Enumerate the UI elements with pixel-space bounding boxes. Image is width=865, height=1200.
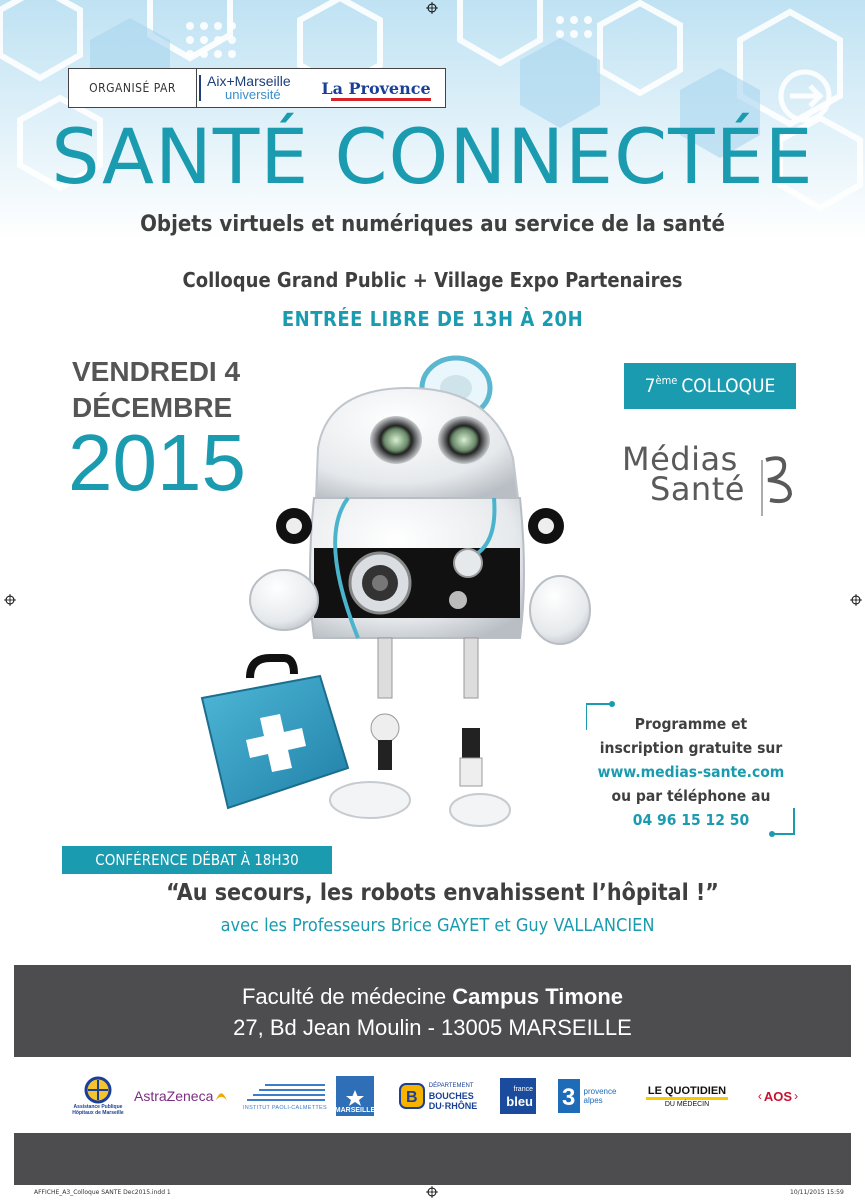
- amu-logo-line2: université: [225, 87, 281, 102]
- medias-sante-line2: Santé: [650, 470, 745, 508]
- website-link[interactable]: www.medias-sante.com: [597, 763, 785, 781]
- france-bleu-line-2: bleu: [506, 1094, 533, 1109]
- aphm-line-1: Assistance Publique: [73, 1104, 123, 1110]
- venue-campus: Campus Timone: [452, 984, 624, 1009]
- robot-illustration: [198, 348, 618, 838]
- svg-text:B: B: [405, 1089, 418, 1106]
- date-day: VENDREDI 4: [72, 356, 241, 387]
- info-line-4: ou par téléphone au: [611, 787, 771, 805]
- ipc-text: INSTITUT PAOLI-CALMETTES: [242, 1105, 327, 1111]
- registration-mark-icon: [426, 1186, 438, 1198]
- conference-speakers: avec les Professeurs Brice GAYET et Guy VALLANCIEN: [220, 915, 655, 936]
- la-provence-text: La Provence: [321, 78, 431, 98]
- bottom-band: [14, 1133, 851, 1185]
- organizers-label: ORGANISÉ PAR: [69, 69, 197, 107]
- event-type: Colloque Grand Public + Village Expo Partenaires: [182, 268, 683, 292]
- registration-mark-icon: [4, 594, 16, 606]
- medias-sante-mark-icon: [760, 450, 800, 516]
- astrazeneca-logo: [134, 1068, 230, 1124]
- dept-line-2: BOUCHES: [428, 1091, 474, 1101]
- venue-prefix: Faculté de médecine: [241, 984, 447, 1009]
- bouches-du-rhone-logo: [388, 1068, 488, 1124]
- aos-text: AOS: [763, 1088, 793, 1104]
- registration-mark-icon: [850, 594, 862, 606]
- poster-title: SANTÉ CONNECTÉE: [51, 112, 814, 201]
- aphm-emblem-icon: [84, 1076, 112, 1104]
- astrazeneca-swirl-icon: [213, 1087, 230, 1105]
- venue-line-1: [14, 984, 851, 1010]
- france-3-line-1: provence: [583, 1087, 617, 1096]
- quotidien-line-1: LE QUOTIDIEN: [646, 1085, 728, 1100]
- ipc-logo: [240, 1068, 330, 1124]
- aos-logo: ‹ AOS ›: [757, 1088, 799, 1104]
- registration-info: [586, 700, 798, 840]
- svg-text:3: 3: [561, 1084, 575, 1111]
- france-3-logo: [552, 1068, 622, 1124]
- amu-logo-line1: Aix+Marseille: [207, 73, 291, 89]
- venue-band: [14, 965, 851, 1057]
- registration-mark-icon: [426, 2, 438, 14]
- quotidien-line-2: DU MÉDECIN: [664, 1100, 710, 1108]
- info-line-1: Programme et: [634, 715, 748, 733]
- entry-hours: ENTRÉE LIBRE DE 13H À 20H: [281, 307, 584, 331]
- dept-line-1: DÉPARTEMENT: [428, 1083, 474, 1089]
- amu-logo: [197, 75, 307, 101]
- print-slug: AFFICHE_A3_Colloque SANTE Dec2015.indd 1: [34, 1189, 171, 1196]
- organizers-box: [68, 68, 446, 108]
- france-3-line-2: alpes: [583, 1096, 603, 1105]
- france-bleu-logo: [498, 1068, 538, 1124]
- conference-quote: “Au secours, les robots envahissent l’hôpital !”: [166, 880, 719, 906]
- edition-label: COLLOQUE: [681, 375, 776, 397]
- medias-sante-logo: [622, 440, 802, 520]
- ville-text: MARSEILLE: [334, 1107, 376, 1114]
- phone-number[interactable]: 04 96 15 12 50: [632, 811, 750, 829]
- print-timestamp: 10/11/2015 15:59: [790, 1189, 844, 1196]
- edition-badge: [624, 363, 796, 409]
- france-bleu-line-1: france: [513, 1086, 533, 1093]
- astrazeneca-text: AstraZeneca: [134, 1088, 214, 1104]
- aphm-line-2: Hôpitaux de Marseille: [72, 1110, 124, 1116]
- venue-address: 27, Bd Jean Moulin - 13005 MARSEILLE: [233, 1015, 632, 1040]
- date-month: DÉCEMBRE: [72, 392, 233, 423]
- quotidien-medecin-logo: [632, 1068, 742, 1124]
- ville-marseille-logo: [334, 1068, 376, 1124]
- ipc-stripes-icon: [245, 1081, 325, 1105]
- medias-sante-line1: Médias: [622, 440, 738, 478]
- conference-band: CONFÉRENCE DÉBAT À 18H30: [62, 846, 332, 874]
- partner-logos: [70, 1068, 810, 1124]
- star-icon: [345, 1089, 365, 1107]
- date-year: 2015: [68, 418, 246, 507]
- poster-subtitle: Objets virtuels et numériques au service de la santé: [140, 212, 725, 237]
- edition-suffix: ème: [655, 373, 678, 387]
- department-b-icon: [399, 1083, 425, 1109]
- info-line-2: inscription gratuite sur: [599, 739, 783, 757]
- dept-line-3: DU·RHÔNE: [428, 1101, 478, 1111]
- aphm-logo: [70, 1068, 126, 1124]
- edition-number: 7: [644, 375, 656, 397]
- france-3-icon: [558, 1079, 580, 1113]
- la-provence-logo: [307, 79, 445, 98]
